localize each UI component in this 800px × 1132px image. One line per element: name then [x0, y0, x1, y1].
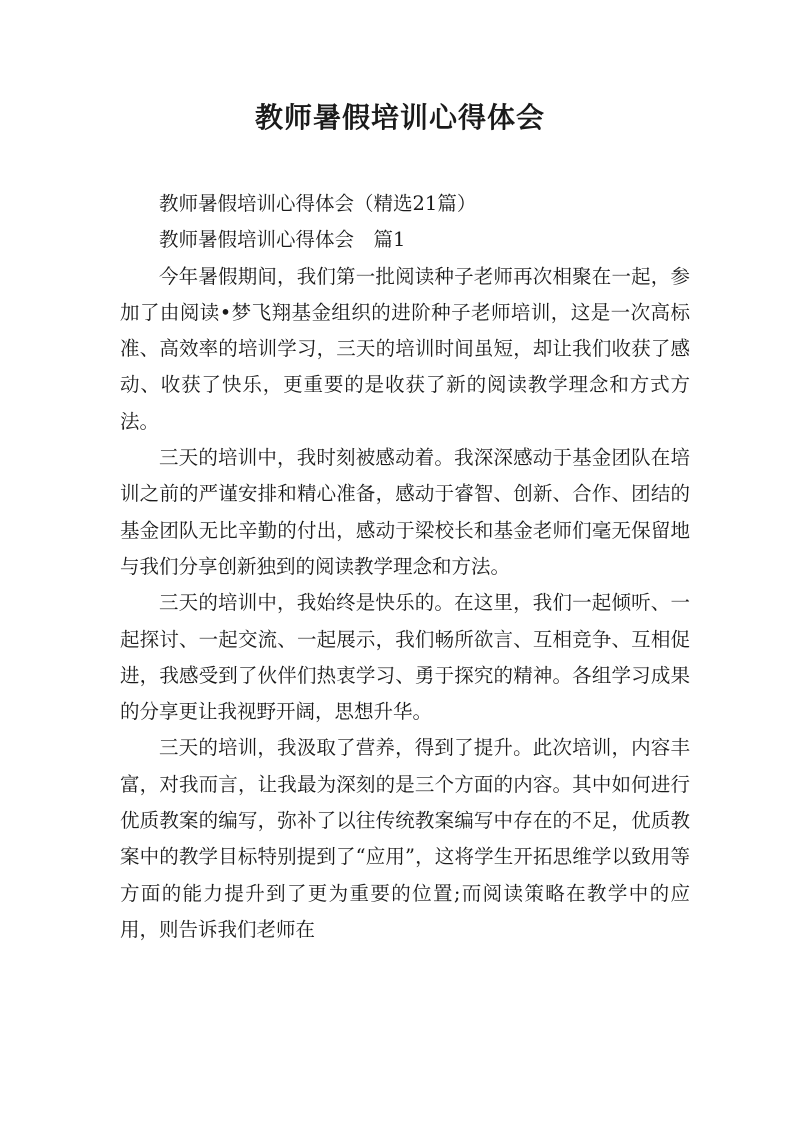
- document-title: 教师暑假培训心得体会: [254, 101, 545, 134]
- paragraph-3: 三天的培训中，我始终是快乐的。在这里，我们一起倾听、一起探讨、一起交流、一起展示，我们畅所欲言、互相竞争、互相促进，我感受到了伙伴们热衷学习、勇于探究的精神。各组学习成果的分享更让我视野开阔，思想升华。: [120, 591, 690, 724]
- paragraph-4: 三天的培训，我汲取了营养，得到了提升。此次培训，内容丰富，对我而言，让我最为深刻的是三个方面的内容。其中如何进行优质教案的编写，弥补了以往传统教案编写中存在的不足，优质教案中的教学目标特别提到了“应用”，这将学生开拓思维学以致用等方面的能力提升到了更为重要的位置;而阅读策略在教学中的应用，则告诉我们老师在: [120, 736, 690, 941]
- section-heading: 教师暑假培训心得体会 篇1: [159, 228, 406, 252]
- document-body: [120, 186, 690, 948]
- paragraph-1: 今年暑假期间，我们第一批阅读种子老师再次相聚在一起，参加了由阅读•梦飞翔基金组织的进阶种子老师培训，这是一次高标准、高效率的培训学习，三天的培训时间虽短，却让我们收获了感动、收获了快乐，更重要的是收获了新的阅读教学理念和方式方法。: [120, 264, 690, 433]
- document-subtitle: 教师暑假培训心得体会（精选21篇）: [159, 192, 477, 215]
- paragraph-2: 三天的培训中，我时刻被感动着。我深深感动于基金团队在培训之前的严谨安排和精心准备，感动于睿智、创新、合作、团结的基金团队无比辛勤的付出，感动于梁校长和基金老师们毫无保留地与我们分享创新独到的阅读教学理念和方法。: [120, 446, 690, 578]
